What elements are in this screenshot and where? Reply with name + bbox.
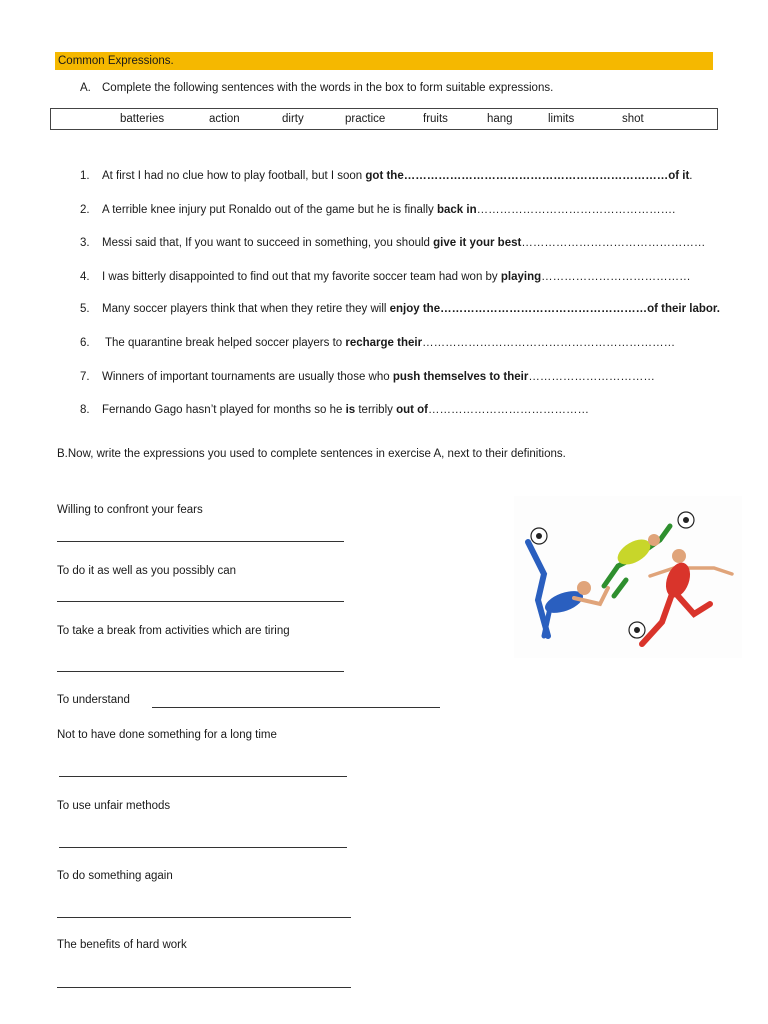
answer-line[interactable] — [152, 707, 440, 708]
word-box-item: shot — [622, 113, 644, 125]
soccer-ball-icon — [629, 622, 645, 638]
expression-start: recharge their — [345, 337, 423, 349]
expression-start: give it your best — [433, 237, 522, 249]
question-4 — [80, 271, 691, 283]
question-number: 6. — [80, 337, 90, 349]
question-7 — [80, 371, 655, 383]
word-box-item: batteries — [120, 113, 165, 125]
question-number: 4. — [80, 271, 90, 283]
section-title: Common Expressions. — [55, 52, 713, 70]
answer-blank[interactable]: ………………………………… — [541, 271, 691, 283]
expression-end: of it — [668, 170, 690, 182]
part-a-instruction — [80, 82, 553, 94]
answer-blank[interactable]: ……………………………………………. — [476, 204, 676, 216]
question-number: 7. — [80, 371, 90, 383]
soccer-players-illustration — [514, 496, 742, 658]
question-text: A terrible knee injury put Ronaldo out of the game but he is finally — [102, 204, 437, 216]
word-box-item: action — [209, 113, 240, 125]
answer-line[interactable] — [59, 847, 347, 848]
question-8 — [80, 404, 589, 416]
expression-start: back in — [436, 204, 477, 216]
question-text: At first I had no clue how to play football, but I soon — [102, 170, 366, 182]
expression-end: of their labor. — [647, 303, 720, 315]
question-text: Winners of important tournaments are usually those who — [102, 371, 393, 383]
word-box-item: limits — [548, 113, 575, 125]
answer-line[interactable] — [57, 987, 351, 988]
question-text-2: terribly — [355, 404, 397, 416]
question-text: Fernando Gago hasn’t played for months so he — [102, 404, 346, 416]
answer-blank[interactable]: ………………………………………………………… — [422, 337, 676, 349]
question-text: The quarantine break helped soccer players to — [102, 337, 346, 349]
question-text: Many soccer players think that when they retire they will — [102, 303, 390, 315]
answer-blank[interactable]: …………………………………………………………… — [403, 170, 669, 182]
answer-blank[interactable]: ………………………………………… — [521, 237, 706, 249]
word-box-item: fruits — [423, 113, 448, 125]
definition-1: Willing to confront your fears — [57, 504, 203, 516]
expression-start: playing — [500, 271, 542, 283]
word-box-item: practice — [345, 113, 386, 125]
answer-blank[interactable]: …………………………… — [528, 371, 655, 383]
definition-3: To take a break from activities which are tiring — [57, 625, 290, 637]
answer-line[interactable] — [57, 541, 344, 542]
question-number: 2. — [80, 204, 90, 216]
definition-4: To understand — [57, 694, 130, 706]
expression-bold-is: is — [345, 404, 356, 416]
answer-line[interactable] — [57, 917, 351, 918]
definition-7: To do something again — [57, 870, 173, 882]
definition-8: The benefits of hard work — [57, 939, 187, 951]
question-number: 5. — [80, 303, 90, 315]
part-a-letter: A. — [80, 82, 91, 94]
question-2 — [80, 204, 675, 216]
soccer-ball-icon — [678, 512, 694, 528]
question-6 — [80, 337, 675, 349]
question-number: 1. — [80, 170, 90, 182]
question-1 — [80, 170, 693, 182]
question-5 — [80, 303, 720, 315]
question-text: Messi said that, If you want to succeed in something, you should — [102, 237, 434, 249]
definition-5: Not to have done something for a long time — [57, 729, 277, 741]
word-box-item: hang — [487, 113, 513, 125]
answer-blank[interactable]: …………………………………… — [428, 404, 590, 416]
part-b-instruction: B.Now, write the expressions you used to complete sentences in exercise A, next to their definitions. — [57, 448, 566, 460]
question-end: . — [689, 170, 693, 182]
answer-line[interactable] — [59, 776, 347, 777]
expression-start: out of — [396, 404, 429, 416]
word-box-item: dirty — [282, 113, 304, 125]
question-text: I was bitterly disappointed to find out that my favorite soccer team had won by — [102, 271, 501, 283]
expression-start: got the — [365, 170, 404, 182]
expression-start: push themselves to their — [392, 371, 529, 383]
answer-line[interactable] — [57, 671, 344, 672]
answer-line[interactable] — [57, 601, 344, 602]
question-number: 8. — [80, 404, 90, 416]
answer-blank[interactable]: ……………………………………………… — [440, 303, 648, 315]
definition-2: To do it as well as you possibly can — [57, 565, 236, 577]
question-3 — [80, 237, 705, 249]
part-a-text: Complete the following sentences with the words in the box to form suitable expressions. — [102, 82, 554, 94]
soccer-ball-icon — [531, 528, 547, 544]
definition-6: To use unfair methods — [57, 800, 171, 812]
question-number: 3. — [80, 237, 90, 249]
expression-start: enjoy the — [389, 303, 441, 315]
word-box — [50, 108, 718, 130]
